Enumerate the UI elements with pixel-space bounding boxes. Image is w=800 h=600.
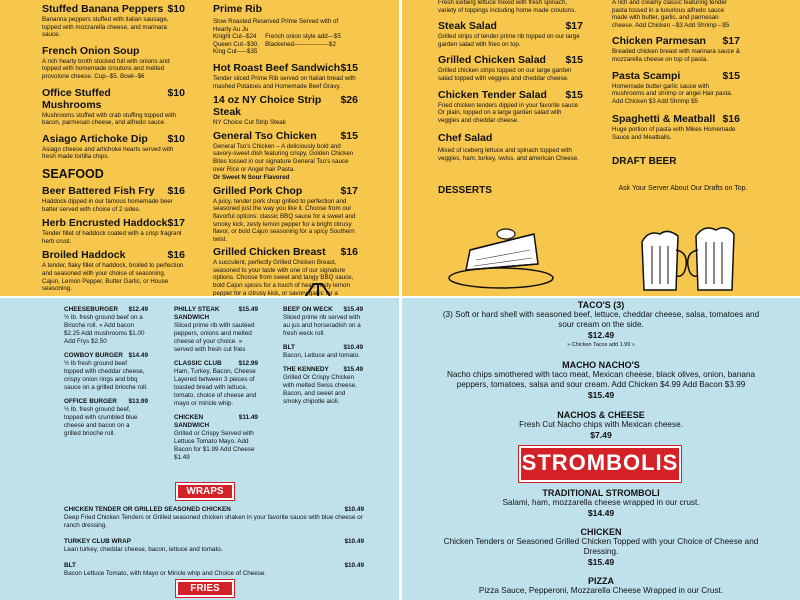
menu-item: General Tso Chicken $15 General Tso's Chicken – A deliciously bold and savory-sweet dish featuring crispy, Golden Chicken Bites tossed in our signature General Tso's sauce over Rice or Angel hair Pasta. Or Sweet N Sour Flavored (213, 129, 358, 182)
menu-item: TURKEY CLUB WRAP $10.49 Lean turkey, cheddar cheese, bacon, lettuce and tomato. (64, 538, 364, 553)
section-title-draft-beer: DRAFT BEER (612, 155, 677, 167)
wraps-list (64, 506, 364, 584)
left-column (42, 3, 185, 296)
menu-item: CLASSIC CLUB $12.99 Ham, Turkey, Bacon, Cheese Layered between 3 pieces of toasted bread with lettuce, tomato, choice of cheese and mayo or miricle whip. (174, 360, 258, 407)
menu-item: Herb Encrusted Haddock $17 Tender fillet of haddock coated with a crisp fragrant herb crust. (42, 217, 185, 245)
section-title-seafood: SEAFOOD (42, 166, 104, 181)
menu-item: Office Stuffed Mushrooms $10 Mushrooms stuffed with crab stuffing topped with bacon, parmesan cheese, and alfredo sauce. (42, 86, 185, 127)
menu-item: CHEESEBURGER $12.49 ½ lb. fresh ground beef on a Brioche roll. » Add bacon $2.25 Add mushrooms $1.00 Add Frys $2.50 (64, 306, 148, 345)
specialty-column (283, 306, 363, 412)
menu-item: CHICKEN SANDWICH $11.49 Grilled or Crispy Served with Lettuce Tomato Mayo. Add Bacon for $1.99 Add Cheese $1.49 (174, 414, 258, 461)
menu-item: Grilled Chicken Salad $15 Grilled chicken strips topped on our large garden salad topped with veggies and cheddar cheese. (438, 54, 583, 82)
menu-item: CHICKEN Chicken Tenders or Seasoned Grilled Chicken Topped with your Choice of Cheese and Dressing. $15.49 (443, 527, 759, 567)
menu-item: BLT $10.49 Bacon Lettuce Tomato, with Mayo or Miricle whip and Choice of Cheese. (64, 562, 364, 577)
menu-page-appetizers-seafood (0, 0, 399, 296)
menu-item: PIZZA Pizza Sauce, Pepperoni, Mozzarella Cheese Wrapped in our Crust. (478, 576, 724, 595)
menu-page-sandwiches-wraps (0, 298, 399, 600)
menu-item: TACO'S (3) (3) Soft or hard shell with seasoned beef, lettuce, cheddar cheese, salsa, tomatoes and sour cream on the side. $12.49 » Chicken Tacos add 1.99 » (442, 300, 760, 348)
sandwiches-column (174, 306, 258, 468)
menu-page-salads-pasta (402, 0, 800, 296)
menu-item: TRADITIONAL STROMBOLI Salami, ham, mozzarella cheese wrapped in our crust. $14.49 (502, 488, 700, 518)
right-column (213, 3, 358, 296)
mexican-column (442, 300, 760, 440)
menu-item: Hot Roast Beef Sandwich $15 Tender sliced Prime Rib served on Italian bread with mashed Potatoes and Homemade Beef Gravy. (213, 61, 358, 90)
menu-item: Grilled Chicken Breast $16 A succulent, perfectly Grilled Chicken Breast, seasoned to your taste with one of our signature options. Choose from sweet and tangy BBQ sauce, bold Cajun spices for a touch of heat, zesty lemon pepper for a citrusy kick, or savory garlic for a (213, 246, 358, 296)
beer-mugs-illustration (634, 222, 744, 294)
prime-rib-item: Prime Rib Slow Roasted Reserved Prime Served with of Hearty Au Ju Knight Cut--$24 Queen Cut--$30. King Cut-----$35 French onion style add---$5 Blackened-----------------$2 (213, 3, 341, 56)
salads-column: Fresh iceberg lettuce mixed with fresh spinach, variety of toppings including home made croutons. Steak Salad $17 Grilled strips of tender prime rib topped on our large garden salad with fries on top. Grilled Chicken Salad $15 Grilled chicken strips topped on our large garden salad topped with veggies and cheddar cheese. Chicken Tender Salad $15 Fried chicken tenders dipped in your favorite sauce Or plain, topped on a large garden salad with veggies and cheddar cheese. Chef Salad Mixed of iceberg lettuce and spinach topped with veggies, ham, turkey, swiss, and american Cheese. DESSERTS (438, 0, 583, 196)
menu-item: Spaghetti & Meatball $16 Huge portion of pasta with Mikes Homemade Sauce and Meatballs. (612, 113, 740, 141)
cheesecake-illustration (446, 220, 556, 292)
wraps-banner: WRAPS (176, 483, 234, 500)
burgers-column (64, 306, 148, 444)
menu-item: Chef Salad Mixed of iceberg lettuce and spinach topped with veggies, ham, turkey, swiss, and american Cheese. (438, 132, 579, 162)
menu-item: French Onion Soup A rich hearty broth stocked full with onions and topped with homemade croutons and melted provolone cheese. Cup--$5. Bowl--$6 (42, 44, 170, 80)
pasta-column: A rich and creamy classic featuring tender pasta tossed in a luxurious alfredo sauce made with butter, garlic, and parmesan cheese. Add Chicken --$3 Add Shrimp --$5 Chicken Parmesan $17 Breaded chicken breast with marinara sauce & mozzarella cheese on top of pasta. Pasta Scampi $15 Homemade butter garlic sauce with mushrooms and shrimp or angel Hair pasta. Add Chicken $3 Add Shrimp $5 Spaghetti & Meatball $16 Huge portion of pasta with Mikes Homemade Sauce and Meatballs. DRAFT BEER (612, 0, 740, 167)
menu-item: Steak Salad $17 Grilled strips of tender prime rib topped on our large garden salad with fries on top. (438, 20, 583, 48)
menu-item: Pasta Scampi $15 Homemade butter garlic sauce with mushrooms and shrimp or angel Hair pasta. Add Chicken $3 Add Shrimp $5 (612, 69, 740, 105)
menu-page-mexican-strombolis (402, 298, 800, 600)
strombolis-column (442, 488, 760, 596)
menu-item: Beer Battered Fish Fry $16 Haddock dipped in our famous homemade beer batter served with choice of 2 sides. (42, 184, 185, 213)
section-title-desserts: DESSERTS (438, 184, 492, 196)
menu-item: NACHOS & CHEESE Fresh Cut Nacho chips with Mexican cheese. $7.49 (519, 410, 683, 440)
menu-item: Broiled Haddock $16 A tender, flaky fillet of haddock, broiled to perfection and seasoned with your choice of seasoning. Cajun, Lemon Pepper, Butter Garlic, or House seasoning. (42, 249, 185, 293)
menu-item: Grilled Pork Chop $17 A juicy, tender pork chop grilled to perfection and seasoned just the way you like it. Choose from our flavorful options: classic BBQ sauce for a sweet and smoky kick, zesty lemon pepper for a bright citrusy flavor, or bold Cajun seasoning for a spicy Southern twist. (213, 184, 358, 243)
menu-item: MACHO NACHO'S Nacho chips smothered with taco meat, Mexican cheese, black olives, onion, banana peppers, tomatoes, salsa and sour cream. Add Chicken $4.99 Add Bacon $3.99 $15.49 (446, 360, 756, 400)
draft-beer-note: Ask Your Server About Our Drafts on Top. (618, 185, 748, 192)
menu-item: Stuffed Banana Peppers $10 Bananna peppers stuffed with italian sausage, topped with mozzarella cheese, and marinara sauce. (42, 3, 185, 39)
menu-item: PHILLY STEAK SANDWICH $15.49 Sliced prime rib with sautéed peppers, onions and melted cheese of your choice. » served with fresh cut fries (174, 306, 258, 353)
utensils-icon (302, 282, 336, 296)
menu-item: 14 oz NY Choice Strip Steak $26 NY Choice Cut Strip Steak (213, 94, 358, 127)
strombolis-banner: STROMBOLIS (519, 446, 681, 482)
menu-item: COWBOY BURGER $14.49 ½ lb fresh ground beef topped with cheddar cheese, crispy onion rings and bbq sauce on a grilled brioche roll. (64, 352, 148, 391)
menu-item: CHICKEN TENDER OR GRILLED SEASONED CHICKEN $10.49 Deep Fried Chicken Tenders or Grilled seasoned chicken shaken in your favorite sauce with blue cheese or ranch dressing. (64, 506, 364, 529)
fries-banner: FRIES (176, 580, 234, 597)
menu-item: Asiago Artichoke Dip $10 Asiago cheese and artichoke hearts served with fresh made tortilla chips. (42, 132, 185, 161)
menu-item: BEEF ON WECK $15.49 Sliced prime rib served with au jus and horseradish on a fresh weck roll. (283, 306, 363, 337)
menu-item: THE KENNEDY $15.49 Grilled Or Crispy Chicken with melted Swiss cheese, Bacon, and sweet and smoky chipotle aioli. (283, 366, 363, 405)
menu-item: BLT $10.49 Bacon, Lettuce and tomato. (283, 344, 363, 359)
menu-item: OFFICE BURGER $13.99 ½ lb. fresh ground beef, topped with crumbled blue cheese and bacon on a grilled brioche roll. (64, 398, 148, 437)
menu-item: Chicken Tender Salad $15 Fried chicken tenders dipped in your favorite sauce Or plain, topped on a large garden salad with veggies and cheddar cheese. (438, 88, 583, 124)
menu-item: Chicken Parmesan $17 Breaded chicken breast with marinara sauce & mozzarella cheese on top of pasta. (612, 35, 740, 63)
